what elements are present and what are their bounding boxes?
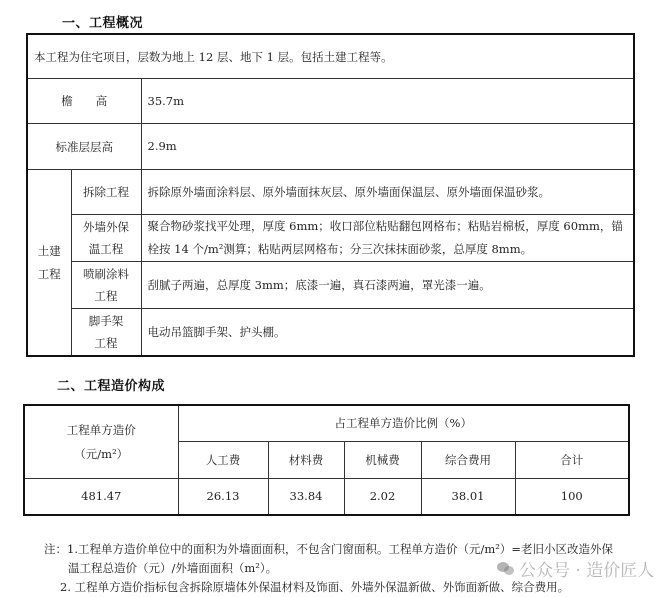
insulation-label-line2: 温工程 (88, 242, 124, 256)
wechat-icon (497, 561, 515, 576)
coating-desc: 刮腻子两遍，总厚度 3mm；底漆一遍，真石漆两遍，罩光漆一遍。 (141, 262, 634, 309)
coating-label-line2: 工程 (94, 289, 118, 303)
col-material: 材料费 (268, 441, 344, 478)
overview-text: 本工程为住宅项目，层数为地上 12 层、地下 1 层。包括土建工程等。 (27, 34, 634, 79)
machinery-value: 2.02 (344, 478, 421, 515)
floor-height-value: 2.9m (141, 124, 634, 170)
eave-height-label: 檐 高 (27, 79, 141, 124)
group-label-line2: 工程 (37, 266, 61, 281)
unit-price-header (24, 405, 178, 478)
watermark-text: 公众号 · 造价匠人 (519, 561, 655, 581)
demolition-desc: 拆除原外墙面涂料层、原外墙面抹灰层、原外墙面保温层、原外墙面保温砂浆。 (141, 170, 634, 215)
scaffold-label (71, 309, 141, 357)
col-machinery: 机械费 (344, 441, 421, 478)
floor-height-label: 标准层层高 (27, 124, 141, 170)
insulation-desc (141, 215, 634, 262)
note-line1: 注：1.工程单方造价单位中的面积为外墙面面积，不包含门窗面积。工程单方造价（元/m²）=老旧小区改造外保 (44, 542, 613, 556)
labor-value: 26.13 (178, 478, 268, 515)
scaffold-label-line1: 脚手架 (88, 314, 124, 328)
coating-label (71, 262, 141, 309)
section2-heading: 二、工程造价构成 (57, 379, 166, 394)
civil-works-group-label (27, 170, 71, 357)
material-value: 33.84 (268, 478, 344, 515)
scaffold-label-line2: 工程 (94, 336, 118, 350)
unit-price-header-line1: 工程单方造价 (66, 422, 136, 437)
demolition-label: 拆除工程 (71, 170, 141, 215)
total-value: 100 (515, 478, 629, 515)
insulation-label-line1: 外墙外保 (83, 220, 129, 234)
insulation-desc-line1: 聚合物砂浆找平处理，厚度 6mm；收口部位粘贴翻包网格布；粘贴岩棉板，厚度 60mm，锚 (147, 219, 623, 233)
eave-height-value: 35.7m (141, 79, 634, 124)
project-overview-table (26, 33, 635, 357)
ratio-header: 占工程单方造价比例（%） (178, 405, 629, 441)
unit-price-value: 481.47 (24, 478, 178, 515)
section1-heading: 一、工程概况 (62, 16, 144, 31)
col-total: 合计 (515, 441, 629, 478)
note-line3: 2. 工程单方造价指标包含拆除原墙体外保温材料及饰面、外墙外保温新做、外饰面新做、综合费用。 (60, 580, 570, 594)
scaffold-desc: 电动吊篮脚手架、护头棚。 (141, 309, 634, 357)
group-label-line1: 土建 (37, 243, 61, 258)
insulation-desc-line2: 栓按 14 个/m²测算；粘贴两层网格布；分三次抹抹面砂浆，总厚度 8mm。 (147, 242, 533, 256)
col-labor: 人工费 (178, 441, 268, 478)
cost-composition-table (23, 404, 630, 516)
coating-label-line1: 喷刷涂料 (83, 267, 129, 281)
overhead-value: 38.01 (421, 478, 515, 515)
col-overhead: 综合费用 (421, 441, 515, 478)
note-line2: 温工程总造价（元）/外墙面面积（m²）。 (68, 561, 278, 575)
unit-price-header-line2: （元/m²） (74, 446, 129, 461)
watermark (497, 556, 654, 581)
insulation-label (71, 215, 141, 262)
